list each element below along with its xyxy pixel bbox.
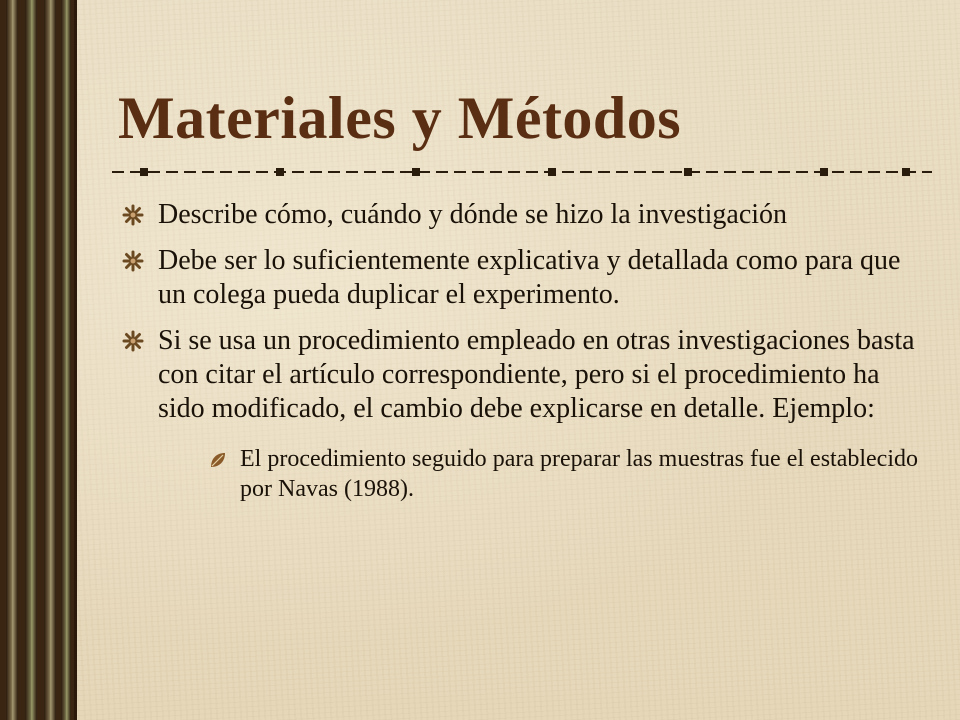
title-divider bbox=[112, 162, 932, 182]
bullet-item bbox=[118, 244, 918, 312]
bullet-item bbox=[118, 198, 918, 232]
leaf-icon bbox=[208, 450, 228, 470]
bullet-item bbox=[118, 324, 918, 504]
border-stripe bbox=[25, 0, 37, 720]
asterisk-star-icon bbox=[122, 330, 144, 352]
slide-content bbox=[118, 198, 918, 516]
sub-bullet-text: El procedimiento seguido para preparar las muestras fue el establecido por Navas (1988). bbox=[240, 446, 918, 502]
slide-title: Materiales y Métodos bbox=[118, 85, 682, 151]
asterisk-star-icon bbox=[122, 250, 144, 272]
sub-bullet-item bbox=[158, 444, 918, 504]
bullet-text: Debe ser lo suficientemente explicativa y detallada como para que un colega pueda duplicar el experimento. bbox=[158, 245, 901, 310]
border-stripe bbox=[6, 0, 18, 720]
bullet-text: Si se usa un procedimiento empleado en otras investigaciones basta con citar el artículo correspondiente, pero si el procedimiento ha sido modificado, el cambio debe explicarse en detalle. Ejemplo: bbox=[158, 325, 915, 424]
border-stripe bbox=[61, 0, 71, 720]
border-stripe bbox=[44, 0, 56, 720]
asterisk-star-icon bbox=[122, 204, 144, 226]
bullet-text: Describe cómo, cuándo y dónde se hizo la investigación bbox=[158, 199, 788, 230]
left-border-decoration bbox=[0, 0, 77, 720]
